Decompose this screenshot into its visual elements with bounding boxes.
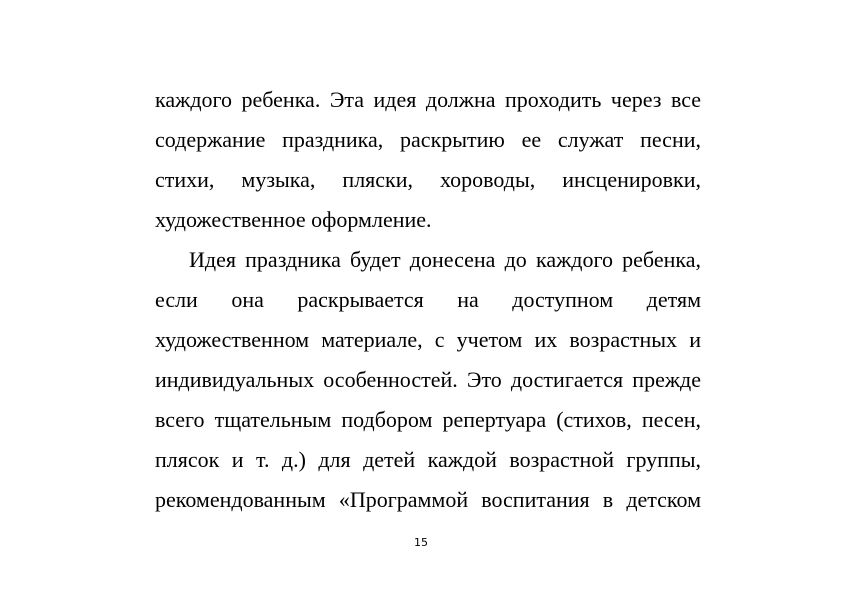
paragraph-first-line: Идея праздника будет донесена до каждого ребенка, [189, 247, 701, 272]
text-line: стихи, музыка, пляски, хороводы, инсценировки, [155, 167, 701, 192]
text-line: если она раскрывается на доступном детям [155, 287, 701, 312]
text-line: художественное оформление. [155, 207, 432, 232]
text-line: каждого ребенка. Эта идея должна проходить через все [155, 87, 701, 112]
page-number: 15 [414, 536, 428, 549]
body-text [155, 85, 701, 525]
text-line: содержание праздника, раскрытию ее служат песни, [155, 127, 701, 152]
text-line: художественном материале, с учетом их возрастных и [155, 327, 701, 352]
text-line: рекомендованным «Программой воспитания в детском [155, 487, 701, 512]
text-line: всего тщательным подбором репертуара (стихов, песен, [155, 407, 701, 432]
text-line: плясок и т. д.) для детей каждой возрастной группы, [155, 447, 701, 472]
text-line: индивидуальных особенностей. Это достигается прежде [155, 367, 701, 392]
